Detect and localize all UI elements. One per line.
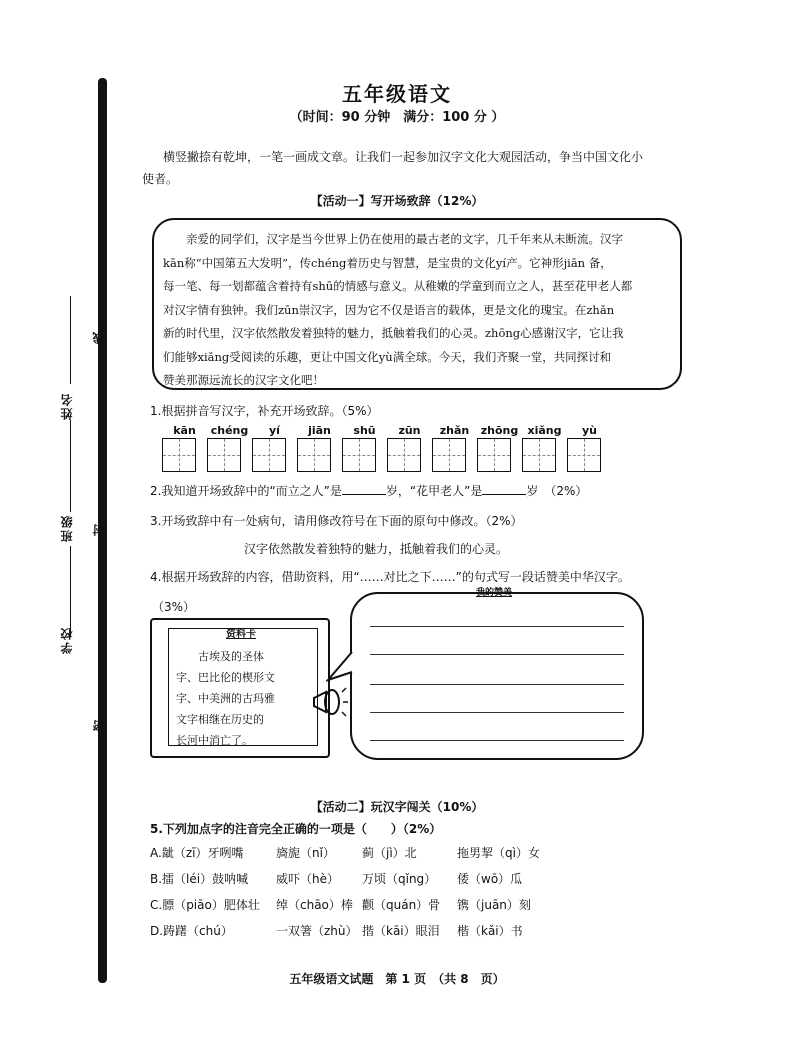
seal-label-mi: 密	[92, 718, 106, 732]
praise-title: 我的赞美	[476, 588, 513, 598]
praise-bubble	[350, 592, 644, 760]
seal-label-feng: 封	[92, 522, 106, 536]
writing-line[interactable]	[370, 684, 624, 685]
info-card-text	[176, 646, 316, 751]
option-item: 倭（wō）瓜	[457, 872, 523, 886]
q5-options	[150, 840, 570, 944]
passage-line: 赞美那源远流长的汉字文化吧！	[163, 373, 324, 387]
option-row-a[interactable]	[150, 840, 570, 866]
card-line: 文字相继在历史的	[176, 713, 264, 726]
card-line: 古埃及的圣体	[198, 650, 264, 663]
pinyin-label: xiǎng	[527, 424, 562, 437]
character-box[interactable]	[477, 438, 511, 472]
pinyin-label: zhōng	[480, 424, 519, 437]
option-item: B.擂（léi）鼓呐喊	[150, 872, 249, 886]
megaphone-icon	[306, 680, 350, 724]
passage-line: 每一笔、每一划都蕴含着持有shū的情感与意义。从稚嫩的学童到而立之人，甚至花甲老人都	[163, 279, 633, 293]
writing-line[interactable]	[370, 712, 624, 713]
option-item: 一双箸（zhù）	[276, 924, 358, 938]
passage-line: 新的时代里，汉字依然散发着独特的魅力，抵触着我们的心灵。zhōng心感谢汉字，它让我	[163, 326, 624, 340]
question-2-part-a: 2.我知道开场致辞中的“而立之人”是	[150, 484, 342, 498]
character-box[interactable]	[387, 438, 421, 472]
card-line: 长河中消亡了。	[176, 734, 253, 747]
option-item: 颧（quán）骨	[362, 898, 441, 912]
answer-blank-2[interactable]	[482, 494, 526, 495]
character-box[interactable]	[342, 438, 376, 472]
school-line	[70, 546, 71, 636]
question-4: 4.根据开场致辞的内容，借助资料，用“……对比之下……”的句式写一段话赞美中华汉字。	[150, 570, 630, 584]
option-item: C.膘（piāo）肥体壮	[150, 898, 260, 912]
school-label: 学校	[60, 626, 74, 654]
option-item: 威吓（hè）	[276, 872, 339, 886]
character-box[interactable]	[252, 438, 286, 472]
intro-line-1: 横竖撇捺有乾坤，一笔一画成文章。让我们一起参加汉字文化大观园活动，争当中国文化小	[163, 150, 644, 164]
character-box[interactable]	[207, 438, 241, 472]
option-item: 镌（juān）刻	[457, 898, 531, 912]
pinyin-label: zūn	[398, 424, 421, 437]
question-4-score: （3%）	[152, 600, 196, 614]
card-line: 字、巴比伦的楔形文	[176, 671, 275, 684]
option-row-b[interactable]	[150, 866, 570, 892]
writing-line[interactable]	[370, 626, 624, 627]
pinyin-label: jiān	[308, 424, 331, 437]
option-row-d[interactable]	[150, 918, 570, 944]
question-2	[150, 480, 587, 502]
character-box[interactable]	[522, 438, 556, 472]
character-box[interactable]	[162, 438, 196, 472]
opening-speech	[163, 228, 677, 393]
option-item: 揩（kāi）眼泪	[362, 924, 440, 938]
character-box[interactable]	[567, 438, 601, 472]
page-title: 五年级语文	[342, 82, 452, 106]
card-line: 字、中美洲的古玛雅	[176, 692, 275, 705]
answer-blank-1[interactable]	[342, 494, 386, 495]
pinyin-label: yù	[581, 424, 597, 437]
pinyin-label: shū	[353, 424, 376, 437]
bubble-tail	[326, 650, 356, 684]
activity1-heading: 【活动一】写开场致辞（12%）	[310, 194, 484, 208]
question-2-part-c: 岁 （2%）	[526, 484, 588, 498]
option-item: 万顷（qǐng）	[362, 872, 437, 886]
option-row-c[interactable]	[150, 892, 570, 918]
passage-line: 们能够xiǎng受阅读的乐趣，更让中国文化yù满全球。今天，我们齐聚一堂，共同探讨和	[163, 349, 612, 364]
pinyin-row	[162, 424, 612, 437]
option-item: 楷（kǎi）书	[457, 924, 523, 938]
writing-grid	[162, 438, 612, 472]
pinyin-label: chéng	[210, 424, 249, 437]
passage-line: kān称“中国第五大发明”，传chéng着历史与智慧，是宝贵的文化yí产。它神形jiān 备，	[163, 255, 612, 270]
writing-line[interactable]	[370, 654, 624, 655]
option-item: A.龇（zī）牙咧嘴	[150, 846, 244, 860]
pinyin-label: kān	[173, 424, 196, 437]
faulty-sentence: 汉字依然散发着独特的魅力，抵触着我们的心灵。	[244, 542, 509, 556]
intro-line-2: 使者。	[142, 172, 179, 186]
pinyin-label: zhǎn	[439, 424, 470, 437]
passage-line: 对汉字情有独钟。我们zūn崇汉字，因为它不仅是语言的载体，更是文化的瑰宝。在zhǎn	[163, 302, 615, 317]
page-footer: 五年级语文试题 第 1 页 （共 8 页）	[289, 972, 505, 986]
option-item: 拖男挈（qì）女	[457, 846, 540, 860]
exam-info: （时间：90 分钟 满分：100 分 ）	[289, 110, 505, 125]
writing-line[interactable]	[370, 740, 624, 741]
question-2-part-b: 岁，“花甲老人”是	[385, 484, 483, 498]
question-1: 1.根据拼音写汉字，补充开场致辞。（5%）	[150, 404, 379, 418]
option-item: 旖旎（nǐ）	[276, 846, 335, 860]
class-label: 班级	[60, 514, 74, 542]
activity2-heading: 【活动二】玩汉字闯关（10%）	[310, 800, 484, 814]
question-5: 5.下列加点字的注音完全正确的一项是（ ）（2%）	[150, 822, 442, 836]
name-line	[70, 296, 71, 384]
name-label: 姓名	[60, 392, 74, 420]
option-item: 绰（chāo）棒	[276, 898, 353, 912]
character-box[interactable]	[297, 438, 331, 472]
seal-label-xian: 线	[92, 330, 106, 344]
info-card-title: 资料卡	[226, 629, 256, 640]
pinyin-label: yí	[269, 424, 280, 437]
option-item: 蓟（jì）北	[362, 846, 417, 860]
class-line	[70, 420, 71, 512]
passage-line: 亲爱的同学们，汉字是当今世界上仍在使用的最古老的文字，几千年来从未断流。汉字	[186, 232, 623, 246]
character-box[interactable]	[432, 438, 466, 472]
question-3: 3.开场致辞中有一处病句，请用修改符号在下面的原句中修改。（2%）	[150, 514, 523, 528]
option-item: D.踌躇（chú）	[150, 924, 233, 938]
